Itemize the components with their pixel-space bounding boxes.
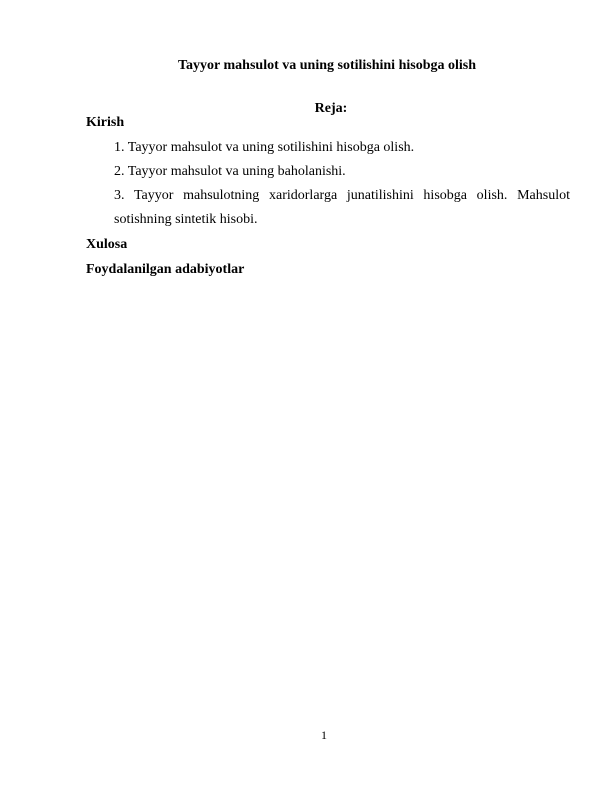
plan-heading: Reja:: [314, 101, 348, 116]
intro-heading: Kirish: [86, 115, 125, 130]
plan-item-2: 2. Tayyor mahsulot va uning baholanishi.: [114, 164, 346, 179]
plan-item-3: 3. Tayyor mahsulotning xaridorlarga junatilishini hisobga olish. Mahsulot: [114, 188, 570, 203]
page-number: 1: [321, 728, 327, 742]
references-heading: Foydalanilgan adabiyotlar: [86, 262, 245, 277]
document-title: Tayyor mahsulot va uning sotilishini hisobga olish: [178, 58, 476, 73]
plan-item-3-continuation: sotishning sintetik hisobi.: [114, 212, 258, 227]
conclusion-heading: Xulosa: [86, 237, 128, 252]
plan-item-1: 1. Tayyor mahsulot va uning sotilishini hisobga olish.: [114, 140, 415, 155]
